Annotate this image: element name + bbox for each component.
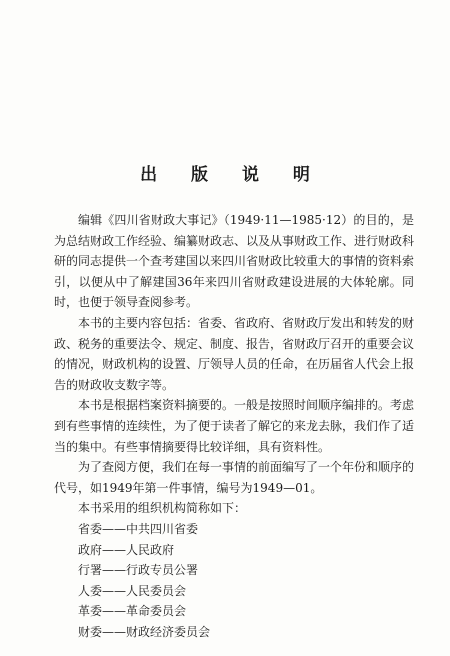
paragraph-numbering: 为了查阅方便，我们在每一事情的前面编写了一个年份和顺序的代号，如1949年第一件事情，编号为1949—01。 xyxy=(54,460,415,495)
paragraph-purpose: 编辑《四川省财政大事记》（1949·11—1985·12）的目的，是为总结财政工作经验、编纂财政志、以及从事财政工作、进行财政科研的同志提供一个查考建国以来四川省财政比较重大的事情的资料索引，以便从中了解建国36年来四川省财政建设进展的大体轮廓。同时，也便于领导查阅参考。 xyxy=(54,213,415,310)
paragraph-arrangement: 本书是根据档案资料摘要的。一般是按照时间顺序编排的。考虑到有些事情的连续性，为了便于读者了解它的来龙去脉，我们作了适当的集中。有些事情摘要得比较详细，具有资料性。 xyxy=(54,398,415,454)
document-body xyxy=(54,210,414,642)
page-title: 出 版 说 明 xyxy=(140,165,324,185)
org-abbreviation-list xyxy=(54,519,414,643)
org-abbreviation-item: 行署——行政专员公署 xyxy=(78,563,199,578)
org-abbreviation-item: 人委——人民委员会 xyxy=(78,583,187,598)
org-abbreviation-item: 革委——革命委员会 xyxy=(78,604,187,619)
paragraph-contents: 本书的主要内容包括：省委、省政府、省财政厅发出和转发的财政、税务的重要法令、规定、制度、报告，省财政厅召开的重要会议的情况，财政机构的设置、厅领导人员的任命，在历届省人代会上报告的财政收支数字等。 xyxy=(54,315,415,392)
org-abbreviation-item: 财委——财政经济委员会 xyxy=(78,624,211,639)
org-abbreviation-item: 省委——中共四川省委 xyxy=(78,521,199,536)
org-abbreviation-intro: 本书采用的组织机构简称如下： xyxy=(78,501,247,516)
org-abbreviation-item: 政府——人民政府 xyxy=(78,542,175,557)
